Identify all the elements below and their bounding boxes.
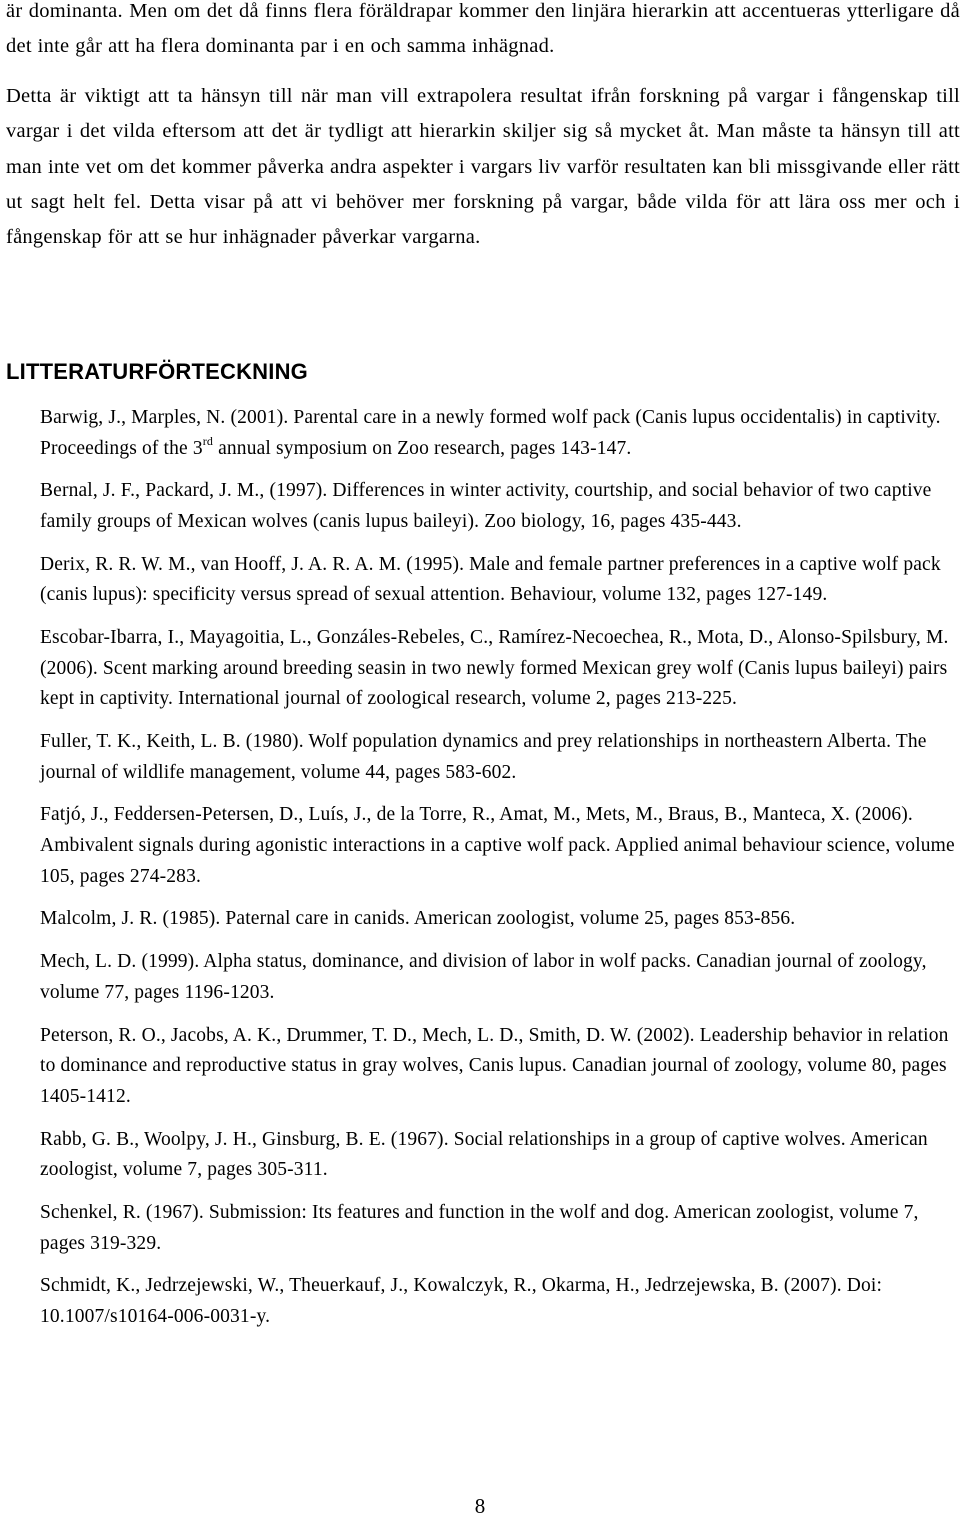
reference-item-mech: Mech, L. D. (1999). Alpha status, dominance, and division of labor in wolf packs. Canadian journal of zoology, volume 77, pages 1196-1203. [40,951,927,1003]
reference-item-bernal: Bernal, J. F., Packard, J. M., (1997). Differences in winter activity, courtship, and social behavior of two captive family groups of Mexican wolves (canis lupus baileyi). Zoo biology, 16, pages 435-443. [40,480,932,532]
reference-text: annual symposium on Zoo research, pages 143-147. [213,437,632,459]
reference-item-schenkel: Schenkel, R. (1967). Submission: Its features and function in the wolf and dog. American zoologist, volume 7, pages 319-329. [40,1201,919,1254]
reference-item-peterson: Peterson, R. O., Jacobs, A. K., Drummer, T. D., Mech, L. D., Smith, D. W. (2002). Leadership behavior in relation to dominance and reproductive status in gray wolves, Canis lupus. Canadian journal of zoology, volume 80, pages 1405-1412. [40,1024,949,1107]
reference-item-fuller: Fuller, T. K., Keith, L. B. (1980). Wolf population dynamics and prey relationships in northeastern Alberta. The journal of wildlife management, volume 44, pages 583-602. [40,731,927,783]
reference-list [40,403,955,1345]
reference-item-fatjo: Fatjó, J., Feddersen-Petersen, D., Luís, J., de la Torre, R., Amat, M., Mets, M., Braus, B., Manteca, X. (2006). Ambivalent signals during agonistic interactions in a captive wolf pack. Applied animal behaviour science, volume 105, pages 274-283. [40,804,955,887]
reference-item-malcolm: Malcolm, J. R. (1985). Paternal care in canids. American zoologist, volume 25, pages 853-856. [40,908,796,930]
page-number: 8 [474,1494,486,1518]
body-paragraph-1: är dominanta. Men om det då finns flera föräldrapar kommer den linjära hierarkin att accentueras ytterligare då det inte går att ha flera dominanta par i en och samma inhägnad. [6,0,960,58]
ordinal-superscript: rd [202,433,214,448]
reference-text: Barwig, J., Marples, N. (2001). Parental care in a newly formed wolf pack (Canis lupus occidentalis) in captivity. Proceedings of the 3 [40,407,941,459]
reference-item-schmidt: Schmidt, K., Jedrzejewski, W., Theuerkauf, J., Kowalczyk, R., Okarma, H., Jedrzejewska, B. (2007). Doi: 10.1007/s10164-006-0031-y. [40,1275,883,1327]
reference-item-rabb: Rabb, G. B., Woolpy, J. H., Ginsburg, B. E. (1967). Social relationships in a group of captive wolves. American zoologist, volume 7, pages 305-311. [40,1128,928,1181]
reference-item-barwig [40,403,955,464]
section-heading-references: LITTERATURFÖRTECKNING [6,359,308,384]
reference-item-escobar-ibarra: Escobar-Ibarra, I., Mayagoitia, L., Gonzáles-Rebeles, C., Ramírez-Necoechea, R., Mota, D., Alonso-Spilsbury, M. (2006). Scent marking around breeding seasin in two newly formed Mexican grey wolf (Canis lupus baileyi) pairs kept in captivity. International journal of zoological research, volume 2, pages 213-225. [40,627,949,710]
reference-item-derix: Derix, R. R. W. M., van Hooff, J. A. R. A. M. (1995). Male and female partner preferences in a captive wolf pack (canis lupus): specificity versus spread of sexual attention. Behaviour, volume 132, pages 127-149. [40,553,941,606]
body-paragraph-2: Detta är viktigt att ta hänsyn till när man vill extrapolera resultat ifrån forskning på vargar i fångenskap till vargar i det vilda eftersom att det är tydligt att hierarkin skiljer sig så mycket åt. Man måste ta hänsyn till att man inte vet om det kommer påverka andra aspekter i vargars liv varför resultaten kan bli missgivande eller rätt ut sagt helt fel. Detta visar på att vi behöver mer forskning på vargar, både vilda för att lära oss mer och i fångenskap för att se hur inhägnader påverkar vargarna. [6,85,960,249]
